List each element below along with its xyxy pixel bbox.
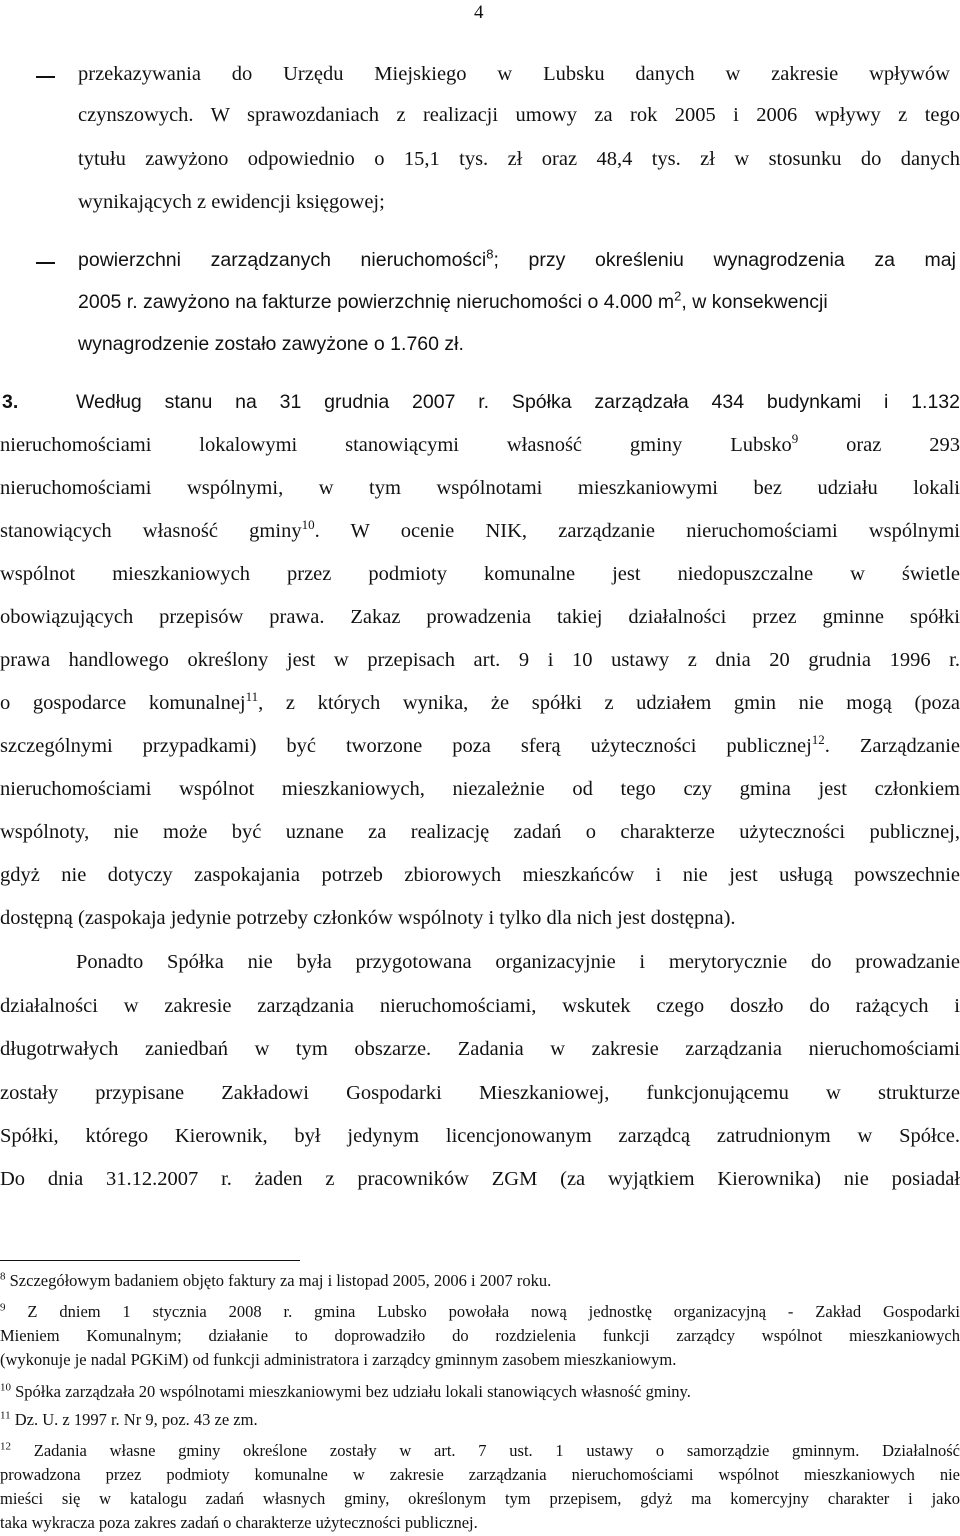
- section-line: gdyż nie dotyczy zaspokajania potrzeb zbiorowych mieszkańców i nie jest usługą powszechnie: [0, 864, 960, 886]
- paragraph-line: Spółki, którego Kierownik, był jedynym licencjonowanym zarządcą zatrudnionym w Spółce.: [0, 1125, 960, 1147]
- paragraph-line: długotrwałych zaniedbań w tym obszarze. Zadania w zakresie zarządzania nieruchomościami: [0, 1038, 960, 1060]
- list-item-line: powierzchni zarządzanych nieruchomości$^8$; przy określeniu wynagrodzenia za maj: [78, 246, 956, 271]
- list-dash: [36, 76, 55, 78]
- section-line: nieruchomościami lokalowymi stanowiącymi własność gminy Lubsko$^9$ oraz 293: [0, 431, 960, 456]
- list-dash: [36, 262, 55, 264]
- paragraph-line: działalności w zakresie zarządzania nieruchomościami, wskutek czego doszło do rażących i: [0, 995, 960, 1017]
- section-number: 3.: [2, 391, 19, 413]
- section-line: dostępną (zaspokaja jedynie potrzeby członków wspólnoty i tylko dla nich jest dostępna).: [0, 907, 736, 929]
- section-line: obowiązujących przepisów prawa. Zakaz prowadzenia takiej działalności przez gminne spółki: [0, 606, 960, 628]
- section-line: Według stanu na 31 grudnia 2007 r. Spółka zarządzała 434 budynkami i 1.132: [76, 391, 960, 413]
- section-line: wspólnot mieszkaniowych przez podmioty komunalne jest niedopuszczalne w świetle: [0, 563, 960, 585]
- section-line: stanowiących własność gminy$^{10}$. W ocenie NIK, zarządzanie nieruchomościami wspólnymi: [0, 517, 960, 542]
- section-line: prawa handlowego określony jest w przepisach art. 9 i 10 ustawy z dnia 20 grudnia 1996 r.: [0, 649, 960, 671]
- list-item-line: tytułu zawyżono odpowiednio o 15,1 tys. zł oraz 48,4 tys. zł w stosunku do danych: [78, 148, 960, 170]
- footnote: $^{10}$ Spółka zarządzała 20 wspólnotami mieszkaniowymi bez udziału lokali stanowiących własność gminy.: [0, 1381, 691, 1401]
- section-line: wspólnoty, nie może być uznane za realizację zadań o charakterze użyteczności publicznej,: [0, 821, 960, 843]
- section-line: nieruchomościami wspólnymi, w tym wspólnotami mieszkaniowymi bez udziału lokali: [0, 477, 960, 499]
- page-number: 4: [474, 2, 484, 23]
- section-line: o gospodarce komunalnej$^{11}$, z których wynika, że spółki z udziałem gmin nie mogą (poza: [0, 689, 960, 714]
- list-item-line: przekazywania do Urzędu Miejskiego w Lubsku danych w zakresie wpływów: [78, 63, 950, 85]
- list-item-line: wynikających z ewidencji księgowej;: [78, 191, 385, 213]
- paragraph-line: Do dnia 31.12.2007 r. żaden z pracowników ZGM (za wyjątkiem Kierownika) nie posiadał: [0, 1168, 960, 1190]
- footnote-line: taka wykracza poza zakres zadań o charakterze użyteczności publicznej.: [0, 1513, 478, 1532]
- footnote-line: (wykonuje je nadal PGKiM) od funkcji administratora i zarządcy gminnym zasobem mieszkaniowym.: [0, 1350, 677, 1369]
- list-item-line: wynagrodzenie zostało zawyżone o 1.760 zł.: [78, 333, 464, 355]
- section-line: szczególnymi przypadkami) być tworzone poza sferą użyteczności publicznej$^{12}$. Zarządzanie: [0, 732, 960, 757]
- footnote-line: Mieniem Komunalnym; działanie to doprowadziło do rozdzielenia funkcji zarządcy wspólnot mieszkaniowych: [0, 1326, 960, 1345]
- section-line: nieruchomościami wspólnot mieszkaniowych, niezależnie od tego czy gmina jest członkiem: [0, 778, 960, 800]
- footnote: $^{11}$ Dz. U. z 1997 r. Nr 9, poz. 43 ze zm.: [0, 1409, 258, 1429]
- paragraph-line: zostały przypisane Zakładowi Gospodarki Mieszkaniowej, funkcjonującemu w strukturze: [0, 1082, 960, 1104]
- footnote: $^9$ Z dniem 1 stycznia 2008 r. gmina Lubsko powołała nową jednostkę organizacyjną - Zakład Gospodarki: [0, 1301, 960, 1321]
- footnote: $^{12}$ Zadania własne gminy określone zostały w art. 7 ust. 1 ustawy o samorządzie gminnym. Działalność: [0, 1440, 960, 1460]
- list-item-line: czynszowych. W sprawozdaniach z realizacji umowy za rok 2005 i 2006 wpływy z tego: [78, 104, 960, 126]
- footnote-separator: [0, 1260, 300, 1261]
- footnote-line: mieści się w katalogu zadań własnych gminy, określonym tym przepisem, gdyż ma komercyjny charakter i jako: [0, 1489, 960, 1508]
- list-item-line: 2005 r. zawyżono na fakturze powierzchnię nieruchomości o 4.000 $m^2$, w konsekwencji: [78, 288, 828, 313]
- paragraph-line: Ponadto Spółka nie była przygotowana organizacyjnie i merytorycznie do prowadzanie: [76, 951, 960, 973]
- footnote: $^8$ Szczegółowym badaniem objęto faktury za maj i listopad 2005, 2006 i 2007 roku.: [0, 1270, 552, 1290]
- footnote-line: prowadzona przez podmioty komunalne w zakresie zarządzania nieruchomościami wspólnot mieszkaniowych nie: [0, 1465, 960, 1484]
